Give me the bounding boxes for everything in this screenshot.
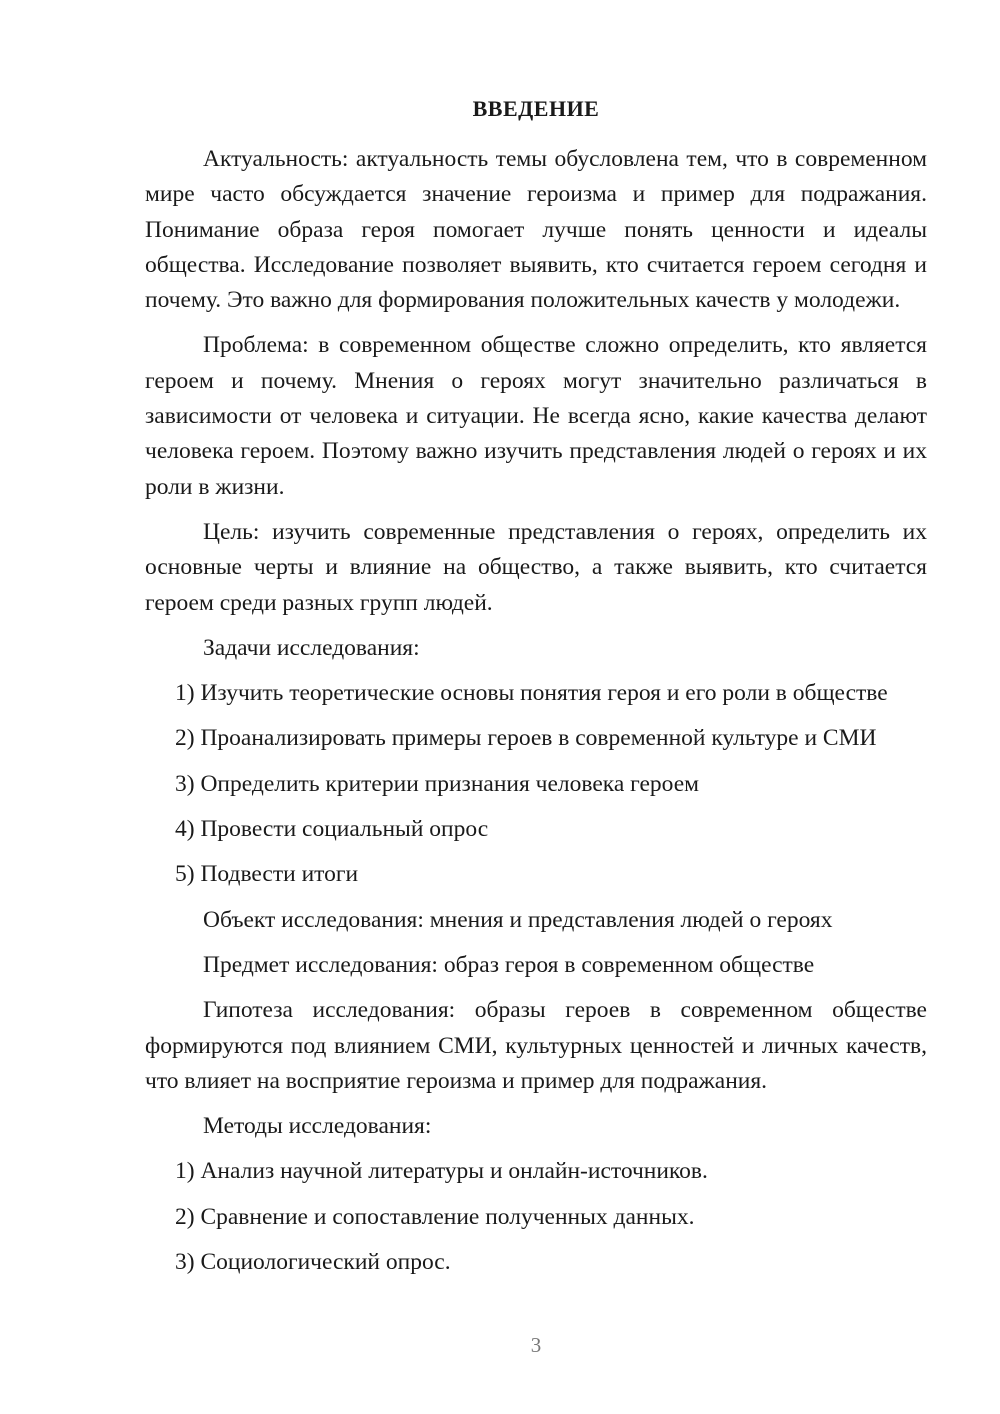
research-subject: Предмет исследования: образ героя в современном обществе	[203, 951, 815, 978]
task-item: 1) Изучить теоретические основы понятия героя и его роли в обществе	[175, 680, 888, 707]
hypothesis-paragraph: Гипотеза исследования: образы героев в современном обществе формируются под влиянием СМИ, культурных ценностей и личных качеств, что влияет на восприятие героизма и пример для подражания.	[145, 997, 927, 1094]
problem-paragraph: Проблема: в современном обществе сложно определить, кто является героем и почему. Мнения о героях могут значительно различаться в зависимости от человека и ситуации. Не всегда ясно, какие качества делают человека героем. Поэтому важно изучить представления людей о героях и их роли в жизни.	[145, 332, 927, 500]
document-body	[145, 142, 927, 1290]
task-item: 5) Подвести итоги	[175, 861, 359, 888]
method-item: 3) Социологический опрос.	[175, 1249, 451, 1276]
methods-heading: Методы исследования:	[203, 1113, 432, 1140]
page-number: 3	[530, 1333, 542, 1357]
page-title: ВВЕДЕНИЕ	[472, 96, 600, 121]
tasks-heading: Задачи исследования:	[203, 634, 420, 661]
research-object: Объект исследования: мнения и представления людей о героях	[203, 906, 833, 933]
goal-paragraph: Цель: изучить современные представления о героях, определить их основные черты и влияние на общество, а также выявить, кто считается героем среди разных групп людей.	[145, 518, 927, 616]
task-item: 4) Провести социальный опрос	[175, 816, 489, 843]
task-item: 2) Проанализировать примеры героев в современной культуре и СМИ	[175, 725, 877, 752]
relevance-paragraph: Актуальность: актуальность темы обусловлена тем, что в современном мире часто обсуждается значение героизма и пример для подражания. Понимание образа героя помогает лучше понять ценности и идеалы общества. Исследование позволяет выявить, кто считается героем сегодня и почему. Это важно для формирования положительных качеств у молодежи.	[145, 146, 927, 314]
method-item: 2) Сравнение и сопоставление полученных данных.	[175, 1203, 695, 1230]
method-item: 1) Анализ научной литературы и онлайн-источников.	[175, 1158, 708, 1185]
task-item: 3) Определить критерии признания человека героем	[175, 770, 699, 797]
